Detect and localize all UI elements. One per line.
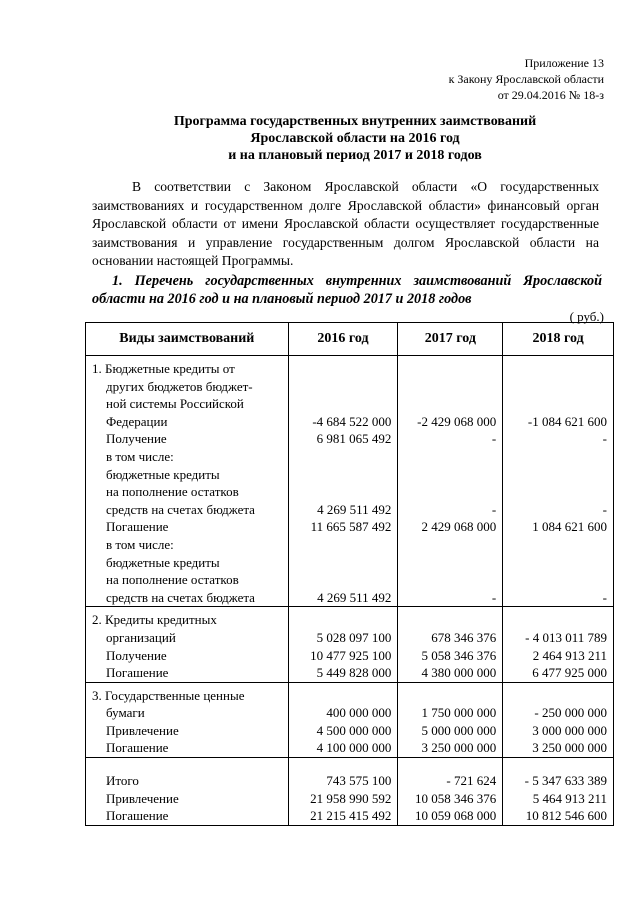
value-line [398,466,496,484]
row-label-line: 3. Государственные ценные [92,687,245,703]
row-label-line: бюджетные кредиты [106,554,220,570]
appendix-line-2: к Закону Ярославской области [448,72,604,86]
value-line: 2 429 068 000 [421,519,497,535]
value-line [503,571,607,589]
value-line: 4 380 000 000 [421,665,497,681]
row-label-line: в том числе: [106,448,174,464]
value-line [289,571,392,589]
value-line [398,571,496,589]
value-line: 10 477 925 100 [310,647,392,663]
row-name-cell [86,682,289,757]
row-2016-cell [288,758,398,826]
value-line: 4 269 511 492 [317,589,392,605]
row-label-line: Погашение [106,665,169,681]
value-line: - [491,589,497,605]
value-line: 5 028 097 100 [316,629,392,645]
row-2018-cell [503,758,614,826]
value-line [503,536,607,554]
value-line: 10 812 546 600 [525,808,607,824]
table-total-row [86,758,614,826]
header-2016: 2016 год [288,323,398,356]
value-line: 6 477 925 000 [532,665,607,681]
value-line [289,536,392,554]
value-line [289,611,392,629]
value-line [398,448,496,466]
row-label-line: Итого [106,773,139,789]
row-label-line: бюджетные кредиты [106,466,220,482]
intro-paragraph: В соответствии с Законом Ярославской области «О государственных заимствованиях и государственном долге Ярославской области» финансовый орган Ярославской области от имени Ярославской области осуществляет государственные заимствования и управление государственным долгом Ярославской области на основании настоящей Программы. [92,179,599,269]
row-label-line: на пополнение остатков [106,572,239,588]
table-row [86,682,614,757]
value-line [398,395,496,413]
table-row [86,607,614,682]
title-line-2: Ярославской области на 2016 год [250,131,460,146]
row-label-line: средств на счетах бюджета [106,589,255,605]
row-label-line: 2. Кредиты кредитных [92,612,217,628]
row-label-line: в том числе: [106,536,174,552]
value-line [289,483,392,501]
value-line: 3 250 000 000 [421,740,497,756]
value-line [503,611,607,629]
row-2016-cell [288,356,398,607]
value-line [398,611,496,629]
row-label-line: бумаги [106,705,145,721]
value-line: 6 981 065 492 [316,431,392,447]
value-line: - [602,501,607,517]
document-title [60,113,640,164]
unit-label: ( руб.) [569,309,604,324]
header-2018: 2018 год [503,323,614,356]
value-line: 2 464 913 211 [532,647,607,663]
value-line [503,687,607,705]
value-line: 10 059 068 000 [414,808,497,824]
header-borrowing-type: Виды заимствований [86,323,289,356]
value-line [398,554,496,572]
value-line [398,483,496,501]
value-line [289,554,392,572]
row-2017-cell [398,758,503,826]
value-line: 5 464 913 211 [532,790,607,806]
table-header-row [86,323,614,356]
row-label-line: ной системы Российской [106,396,244,412]
value-line: - 721 624 [446,773,497,789]
row-label-line: 1. Бюджетные кредиты от [92,361,235,376]
value-line: - [602,589,607,605]
value-line: 5 000 000 000 [421,722,497,738]
row-label-line: организаций [106,629,176,645]
value-line: 1 084 621 600 [532,519,607,535]
value-line [503,554,607,572]
value-line: -4 684 522 000 [312,413,392,429]
row-label-line: средств на счетах бюджета [106,501,255,517]
value-line [289,448,392,466]
value-line [289,466,392,484]
value-line: 4 100 000 000 [316,740,392,756]
value-line: - [491,431,497,447]
value-line: 743 575 100 [326,773,392,789]
value-line: 4 500 000 000 [316,722,392,738]
value-line: 3 000 000 000 [532,722,607,738]
appendix-line-3: от 29.04.2016 № 18-з [497,88,604,102]
value-line [503,395,607,413]
value-line: - [602,431,607,447]
value-line [503,466,607,484]
value-line: 3 250 000 000 [532,740,607,756]
value-line: 1 750 000 000 [421,705,497,721]
row-label-line: других бюджетов бюджет- [106,378,253,394]
row-2017-cell [398,682,503,757]
value-line: 678 346 376 [431,629,497,645]
row-label-line: Привлечение [106,790,179,806]
row-2018-cell [503,682,614,757]
row-name-cell [86,607,289,682]
value-line [289,395,392,413]
value-line [398,687,496,705]
value-line: - 5 347 633 389 [524,773,607,789]
row-2018-cell [503,356,614,607]
title-line-3: и на плановый период 2017 и 2018 годов [228,148,482,163]
value-line [503,378,607,396]
value-line: 21 958 990 592 [310,790,392,806]
table-row [86,356,614,607]
value-line: 4 269 511 492 [317,501,392,517]
value-line [289,378,392,396]
value-line: 21 215 415 492 [310,808,392,824]
value-line: 5 449 828 000 [316,665,392,681]
value-line [503,483,607,501]
row-label-line: Федерации [106,413,168,429]
value-line: - [491,501,497,517]
title-line-1: Программа государственных внутренних заимствований [173,114,537,129]
value-line: 400 000 000 [326,705,392,721]
row-label-line: Погашение [106,519,169,535]
value-line: 10 058 346 376 [414,790,497,806]
value-line [289,687,392,705]
value-line [398,360,496,378]
value-line [398,536,496,554]
section-title: 1. Перечень государственных внутренних заимствований Ярославской области на 2016 год и на плановый период 2017 и 2018 годов [92,273,602,307]
value-line [503,360,607,378]
value-line [289,360,392,378]
value-line: - 4 013 011 789 [525,629,607,645]
row-2016-cell [288,682,398,757]
row-label-line: Привлечение [106,722,179,738]
row-label-line: Получение [106,431,167,447]
appendix-note [449,55,604,103]
row-label-line: Получение [106,647,167,663]
value-line: 5 058 346 376 [421,647,497,663]
value-line [503,448,607,466]
borrowings-table [85,322,614,826]
row-2017-cell [398,607,503,682]
value-line: 11 665 587 492 [310,519,392,535]
appendix-line-1: Приложение 13 [524,56,604,70]
value-line [398,378,496,396]
row-label-line: Погашение [106,740,169,756]
row-name-cell [86,356,289,607]
row-2018-cell [503,607,614,682]
row-label-line: на пополнение остатков [106,484,239,500]
header-2017: 2017 год [398,323,503,356]
row-label-line: Погашение [106,808,169,824]
value-line: - 250 000 000 [534,705,607,721]
row-name-cell [86,758,289,826]
row-2016-cell [288,607,398,682]
value-line: -2 429 068 000 [417,413,497,429]
row-2017-cell [398,356,503,607]
value-line: -1 084 621 600 [527,413,607,429]
